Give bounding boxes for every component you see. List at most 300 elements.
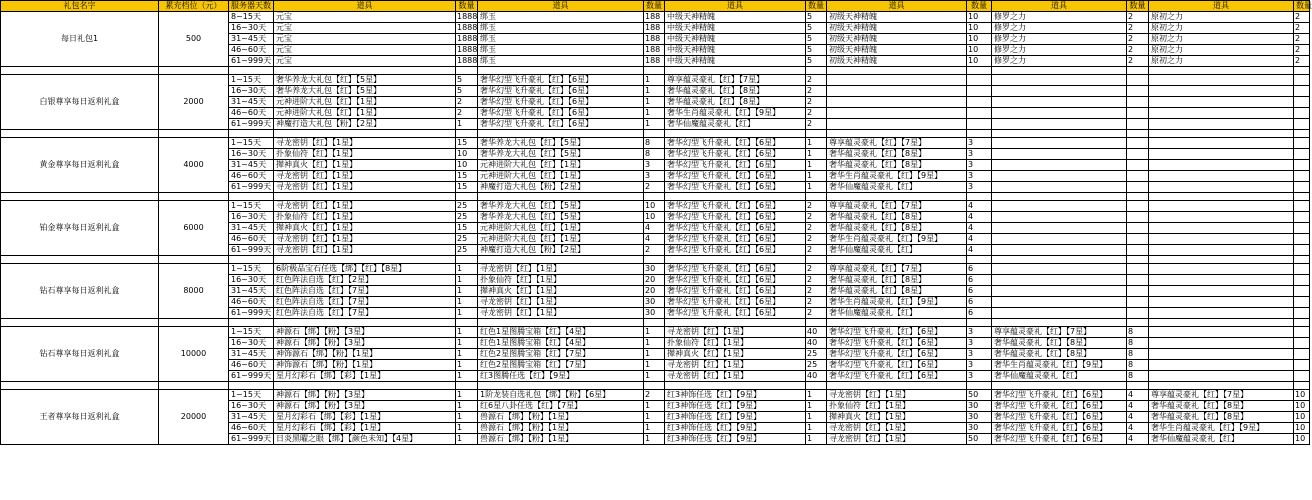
empty-cell[interactable] bbox=[967, 193, 992, 201]
item-cell[interactable]: 兽源石【绑】【粉】【1星】 bbox=[478, 412, 644, 423]
item-cell[interactable] bbox=[1149, 275, 1294, 286]
item-cell[interactable] bbox=[827, 108, 967, 119]
quantity-cell[interactable] bbox=[967, 97, 992, 108]
quantity-cell[interactable]: 15 bbox=[456, 182, 478, 193]
item-cell[interactable]: 神饰源石【绑】【粉】【1星】 bbox=[274, 349, 456, 360]
item-cell[interactable]: 神源石【绑】【粉】【3星】 bbox=[274, 338, 456, 349]
item-cell[interactable]: 奢华幻型飞升豪礼【红】【6星】 bbox=[665, 212, 806, 223]
item-cell[interactable]: 奢华养龙大礼包【红】【5星】 bbox=[478, 212, 644, 223]
quantity-cell[interactable] bbox=[967, 108, 992, 119]
item-cell[interactable] bbox=[1149, 245, 1294, 256]
item-cell[interactable]: 奢华蕴灵豪礼【红】【8星】 bbox=[665, 86, 806, 97]
empty-cell[interactable] bbox=[967, 256, 992, 264]
item-cell[interactable]: 尊享蕴灵豪礼【红】【7星】 bbox=[665, 75, 806, 86]
quantity-cell[interactable]: 10 bbox=[1294, 401, 1310, 412]
item-cell[interactable] bbox=[1149, 223, 1294, 234]
empty-cell[interactable] bbox=[665, 382, 806, 390]
empty-cell[interactable] bbox=[992, 382, 1127, 390]
quantity-cell[interactable]: 50 bbox=[967, 390, 992, 401]
quantity-cell[interactable]: 15 bbox=[456, 138, 478, 149]
item-cell[interactable]: 尊享蕴灵豪礼【红】【7星】 bbox=[1149, 390, 1294, 401]
quantity-cell[interactable] bbox=[1127, 182, 1149, 193]
item-cell[interactable]: 红色2星图腾宝箱【红】【7星】 bbox=[478, 349, 644, 360]
item-cell[interactable]: 元宝 bbox=[274, 23, 456, 34]
empty-cell[interactable] bbox=[159, 256, 229, 264]
item-cell[interactable] bbox=[1149, 149, 1294, 160]
server-days-cell[interactable]: 46~60天 bbox=[229, 45, 274, 56]
item-cell[interactable]: 奢华幻型飞升豪礼【红】【6星】 bbox=[665, 245, 806, 256]
item-cell[interactable]: 奢华仙魔蕴灵豪礼【红】 bbox=[992, 371, 1127, 382]
quantity-cell[interactable]: 1 bbox=[456, 371, 478, 382]
item-cell[interactable]: 原初之力 bbox=[1149, 45, 1294, 56]
item-cell[interactable]: 奢华幻型飞升豪礼【红】【6星】 bbox=[665, 182, 806, 193]
item-cell[interactable]: 奢华幻型飞升豪礼【红】【6星】 bbox=[665, 297, 806, 308]
item-cell[interactable]: 红6星八卦任选【红】【7星】 bbox=[478, 401, 644, 412]
item-cell[interactable]: 奢华幻型飞升豪礼【红】【6星】 bbox=[827, 338, 967, 349]
quantity-cell[interactable] bbox=[1294, 75, 1310, 86]
quantity-cell[interactable] bbox=[1294, 338, 1310, 349]
quantity-cell[interactable]: 5 bbox=[806, 56, 827, 67]
item-cell[interactable] bbox=[1149, 327, 1294, 338]
empty-cell[interactable] bbox=[229, 193, 274, 201]
item-cell[interactable]: 撵神真火【红】【1星】 bbox=[478, 286, 644, 297]
quantity-cell[interactable]: 4 bbox=[1127, 412, 1149, 423]
quantity-cell[interactable] bbox=[1294, 201, 1310, 212]
item-cell[interactable]: 红色阵法自选【红】【7星】 bbox=[274, 286, 456, 297]
item-cell[interactable]: 星月幻彩石【绑】【彩】【1星】 bbox=[274, 423, 456, 434]
quantity-cell[interactable]: 1 bbox=[806, 171, 827, 182]
server-days-cell[interactable]: 61~999天 bbox=[229, 371, 274, 382]
item-cell[interactable] bbox=[1149, 212, 1294, 223]
item-cell[interactable]: 绑玉 bbox=[478, 45, 644, 56]
item-cell[interactable] bbox=[1149, 308, 1294, 319]
server-days-cell[interactable]: 61~999天 bbox=[229, 245, 274, 256]
empty-cell[interactable] bbox=[1294, 382, 1310, 390]
item-cell[interactable] bbox=[827, 75, 967, 86]
item-cell[interactable]: 修罗之力 bbox=[992, 34, 1127, 45]
quantity-cell[interactable]: 2 bbox=[806, 286, 827, 297]
quantity-cell[interactable]: 40 bbox=[806, 371, 827, 382]
empty-cell[interactable] bbox=[159, 130, 229, 138]
quantity-cell[interactable]: 2 bbox=[806, 223, 827, 234]
quantity-cell[interactable]: 3 bbox=[967, 160, 992, 171]
item-cell[interactable]: 奢华幻型飞升豪礼【红】【6星】 bbox=[665, 171, 806, 182]
item-cell[interactable]: 初级天神精魄 bbox=[827, 56, 967, 67]
empty-cell[interactable] bbox=[827, 256, 967, 264]
empty-cell[interactable] bbox=[992, 67, 1127, 75]
quantity-cell[interactable]: 2 bbox=[806, 97, 827, 108]
quantity-cell[interactable]: 10 bbox=[967, 56, 992, 67]
quantity-cell[interactable]: 2 bbox=[644, 390, 665, 401]
item-cell[interactable]: 元神进阶大礼包【红】【1星】 bbox=[478, 171, 644, 182]
empty-cell[interactable] bbox=[992, 319, 1127, 327]
empty-cell[interactable] bbox=[1149, 130, 1294, 138]
item-cell[interactable]: 寻龙密钥【红】【1星】 bbox=[827, 434, 967, 445]
quantity-cell[interactable] bbox=[1294, 138, 1310, 149]
item-cell[interactable]: 奢华生肖蕴灵豪礼【红】【9星】 bbox=[992, 360, 1127, 371]
item-cell[interactable] bbox=[992, 138, 1127, 149]
server-days-cell[interactable]: 61~999天 bbox=[229, 119, 274, 130]
empty-cell[interactable] bbox=[665, 67, 806, 75]
empty-cell[interactable] bbox=[827, 382, 967, 390]
empty-cell[interactable] bbox=[159, 319, 229, 327]
recharge-tier-cell[interactable]: 2000 bbox=[159, 75, 229, 130]
quantity-cell[interactable]: 1 bbox=[644, 371, 665, 382]
pack-name-cell[interactable]: 白银尊享每日返利礼盒 bbox=[1, 75, 159, 130]
item-cell[interactable]: 神源石【绑】【粉】【3星】 bbox=[274, 401, 456, 412]
quantity-cell[interactable] bbox=[1294, 327, 1310, 338]
quantity-cell[interactable]: 1 bbox=[456, 360, 478, 371]
column-header[interactable]: 道具 bbox=[1149, 1, 1294, 12]
empty-cell[interactable] bbox=[1, 319, 159, 327]
quantity-cell[interactable]: 8 bbox=[644, 149, 665, 160]
item-cell[interactable]: 初级天神精魄 bbox=[827, 45, 967, 56]
item-cell[interactable]: 奢华幻型飞升豪礼【红】【6星】 bbox=[665, 234, 806, 245]
item-cell[interactable] bbox=[992, 286, 1127, 297]
item-cell[interactable] bbox=[992, 275, 1127, 286]
quantity-cell[interactable]: 10 bbox=[967, 12, 992, 23]
quantity-cell[interactable]: 4 bbox=[967, 223, 992, 234]
empty-cell[interactable] bbox=[1149, 319, 1294, 327]
server-days-cell[interactable]: 46~60天 bbox=[229, 297, 274, 308]
item-cell[interactable]: 原初之力 bbox=[1149, 56, 1294, 67]
empty-cell[interactable] bbox=[1127, 256, 1149, 264]
server-days-cell[interactable]: 1~15天 bbox=[229, 201, 274, 212]
quantity-cell[interactable]: 8 bbox=[644, 138, 665, 149]
column-header[interactable]: 道具 bbox=[992, 1, 1127, 12]
item-cell[interactable]: 修罗之力 bbox=[992, 23, 1127, 34]
server-days-cell[interactable]: 31~45天 bbox=[229, 34, 274, 45]
item-cell[interactable]: 扑象仙符【红】【1星】 bbox=[274, 149, 456, 160]
quantity-cell[interactable]: 1 bbox=[644, 108, 665, 119]
item-cell[interactable]: 元神进阶大礼包【红】【1星】 bbox=[274, 97, 456, 108]
pack-name-cell[interactable]: 钻石尊享每日返利礼盒 bbox=[1, 264, 159, 319]
empty-cell[interactable] bbox=[229, 67, 274, 75]
quantity-cell[interactable] bbox=[1127, 234, 1149, 245]
quantity-cell[interactable]: 2 bbox=[806, 75, 827, 86]
quantity-cell[interactable]: 3 bbox=[967, 349, 992, 360]
item-cell[interactable]: 红色阵法自选【红】【2星】 bbox=[274, 275, 456, 286]
quantity-cell[interactable]: 25 bbox=[456, 245, 478, 256]
item-cell[interactable] bbox=[1149, 371, 1294, 382]
item-cell[interactable] bbox=[1149, 160, 1294, 171]
item-cell[interactable]: 初级天神精魄 bbox=[827, 23, 967, 34]
quantity-cell[interactable] bbox=[1294, 286, 1310, 297]
quantity-cell[interactable] bbox=[1127, 119, 1149, 130]
item-cell[interactable]: 中级天神精魄 bbox=[665, 34, 806, 45]
item-cell[interactable]: 奢华幻型飞升豪礼【红】【6星】 bbox=[665, 275, 806, 286]
item-cell[interactable]: 尊享蕴灵豪礼【红】【7星】 bbox=[827, 138, 967, 149]
item-cell[interactable] bbox=[1149, 201, 1294, 212]
item-cell[interactable]: 奢华蕴灵豪礼【红】【8星】 bbox=[665, 97, 806, 108]
quantity-cell[interactable]: 40 bbox=[806, 327, 827, 338]
item-cell[interactable]: 奢华养龙大礼包【红】【5星】 bbox=[478, 138, 644, 149]
item-cell[interactable]: 撵神真火【红】【1星】 bbox=[274, 223, 456, 234]
quantity-cell[interactable]: 1 bbox=[456, 412, 478, 423]
empty-cell[interactable] bbox=[1, 382, 159, 390]
quantity-cell[interactable]: 1 bbox=[644, 349, 665, 360]
server-days-cell[interactable]: 1~15天 bbox=[229, 138, 274, 149]
empty-cell[interactable] bbox=[1127, 382, 1149, 390]
item-cell[interactable]: 寻龙密钥【红】【1星】 bbox=[274, 201, 456, 212]
item-cell[interactable] bbox=[992, 171, 1127, 182]
quantity-cell[interactable]: 4 bbox=[967, 201, 992, 212]
item-cell[interactable]: 中级天神精魄 bbox=[665, 23, 806, 34]
quantity-cell[interactable]: 1 bbox=[456, 297, 478, 308]
quantity-cell[interactable]: 6 bbox=[967, 286, 992, 297]
quantity-cell[interactable]: 1 bbox=[806, 160, 827, 171]
quantity-cell[interactable]: 10 bbox=[1294, 434, 1310, 445]
item-cell[interactable]: 寻龙密钥【红】【1星】 bbox=[665, 360, 806, 371]
item-cell[interactable]: 寻龙密钥【红】【1星】 bbox=[274, 138, 456, 149]
empty-cell[interactable] bbox=[967, 319, 992, 327]
item-cell[interactable]: 奢华仙魔蕴灵豪礼【红】 bbox=[827, 182, 967, 193]
quantity-cell[interactable]: 188 bbox=[644, 45, 665, 56]
item-cell[interactable]: 奢华生肖蕴灵豪礼【红】【9星】 bbox=[665, 108, 806, 119]
quantity-cell[interactable]: 1 bbox=[644, 401, 665, 412]
quantity-cell[interactable] bbox=[1127, 160, 1149, 171]
item-cell[interactable]: 奢华蕴灵豪礼【红】【8星】 bbox=[827, 223, 967, 234]
quantity-cell[interactable]: 8 bbox=[1127, 349, 1149, 360]
empty-cell[interactable] bbox=[456, 256, 478, 264]
quantity-cell[interactable]: 1 bbox=[456, 401, 478, 412]
recharge-tier-cell[interactable]: 4000 bbox=[159, 138, 229, 193]
quantity-cell[interactable] bbox=[1294, 212, 1310, 223]
quantity-cell[interactable]: 4 bbox=[1127, 390, 1149, 401]
quantity-cell[interactable]: 10 bbox=[967, 23, 992, 34]
quantity-cell[interactable]: 4 bbox=[1127, 401, 1149, 412]
item-cell[interactable]: 寻龙密钥【红】【1星】 bbox=[274, 171, 456, 182]
quantity-cell[interactable]: 2 bbox=[456, 108, 478, 119]
item-cell[interactable] bbox=[1149, 338, 1294, 349]
server-days-cell[interactable]: 16~30天 bbox=[229, 212, 274, 223]
quantity-cell[interactable] bbox=[1127, 297, 1149, 308]
empty-cell[interactable] bbox=[665, 256, 806, 264]
empty-cell[interactable] bbox=[827, 319, 967, 327]
item-cell[interactable]: 尊享蕴灵豪礼【红】【7星】 bbox=[827, 264, 967, 275]
item-cell[interactable]: 奢华蕴灵豪礼【红】【8星】 bbox=[827, 149, 967, 160]
item-cell[interactable]: 奢华幻型飞升豪礼【红】【6星】 bbox=[992, 390, 1127, 401]
quantity-cell[interactable]: 3 bbox=[644, 171, 665, 182]
item-cell[interactable]: 寻龙密钥【红】【1星】 bbox=[665, 371, 806, 382]
quantity-cell[interactable]: 6 bbox=[967, 308, 992, 319]
column-header[interactable]: 累充档位（元） bbox=[159, 1, 229, 12]
empty-cell[interactable] bbox=[1127, 130, 1149, 138]
quantity-cell[interactable]: 1 bbox=[456, 286, 478, 297]
quantity-cell[interactable]: 2 bbox=[644, 182, 665, 193]
item-cell[interactable]: 元神进阶大礼包【红】【1星】 bbox=[478, 223, 644, 234]
column-header[interactable]: 道具 bbox=[478, 1, 644, 12]
quantity-cell[interactable] bbox=[1294, 108, 1310, 119]
quantity-cell[interactable]: 1888 bbox=[457, 12, 478, 21]
item-cell[interactable] bbox=[992, 297, 1127, 308]
item-cell[interactable]: 寻龙密钥【红】【1星】 bbox=[827, 423, 967, 434]
item-cell[interactable]: 绑玉 bbox=[478, 23, 644, 34]
item-cell[interactable] bbox=[1149, 75, 1294, 86]
quantity-cell[interactable] bbox=[1294, 360, 1310, 371]
quantity-cell[interactable]: 1 bbox=[644, 423, 665, 434]
server-days-cell[interactable]: 16~30天 bbox=[229, 86, 274, 97]
item-cell[interactable] bbox=[992, 108, 1127, 119]
empty-cell[interactable] bbox=[806, 193, 827, 201]
empty-cell[interactable] bbox=[274, 130, 456, 138]
item-cell[interactable]: 奢华仙魔蕴灵豪礼【红】 bbox=[665, 119, 806, 130]
quantity-cell[interactable] bbox=[1127, 201, 1149, 212]
empty-cell[interactable] bbox=[478, 319, 644, 327]
item-cell[interactable] bbox=[1149, 97, 1294, 108]
server-days-cell[interactable]: 16~30天 bbox=[229, 149, 274, 160]
item-cell[interactable]: 原初之力 bbox=[1149, 34, 1294, 45]
quantity-cell[interactable] bbox=[1127, 138, 1149, 149]
empty-cell[interactable] bbox=[274, 319, 456, 327]
empty-cell[interactable] bbox=[1149, 256, 1294, 264]
item-cell[interactable] bbox=[992, 264, 1127, 275]
item-cell[interactable]: 奢华幻型飞升豪礼【红】【6星】 bbox=[665, 308, 806, 319]
item-cell[interactable]: 寻龙密钥【红】【1星】 bbox=[478, 308, 644, 319]
quantity-cell[interactable]: 5 bbox=[456, 86, 478, 97]
empty-cell[interactable] bbox=[967, 130, 992, 138]
server-days-cell[interactable]: 31~45天 bbox=[229, 349, 274, 360]
empty-cell[interactable] bbox=[992, 256, 1127, 264]
item-cell[interactable]: 寻龙密钥【红】【1星】 bbox=[274, 182, 456, 193]
server-days-cell[interactable]: 1~15天 bbox=[229, 264, 274, 275]
quantity-cell[interactable]: 25 bbox=[806, 349, 827, 360]
empty-cell[interactable] bbox=[159, 67, 229, 75]
item-cell[interactable]: 红色阵法自选【红】【7星】 bbox=[274, 297, 456, 308]
quantity-cell[interactable] bbox=[1127, 75, 1149, 86]
quantity-cell[interactable]: 30 bbox=[967, 401, 992, 412]
item-cell[interactable]: 奢华蕴灵豪礼【红】【8星】 bbox=[992, 338, 1127, 349]
quantity-cell[interactable]: 2 bbox=[644, 245, 665, 256]
item-cell[interactable]: 神魔打造大礼包【粉】【2星】 bbox=[478, 245, 644, 256]
empty-cell[interactable] bbox=[274, 382, 456, 390]
quantity-cell[interactable] bbox=[967, 119, 992, 130]
empty-cell[interactable] bbox=[827, 67, 967, 75]
column-header[interactable]: 数量 bbox=[967, 1, 992, 12]
quantity-cell[interactable]: 1 bbox=[644, 327, 665, 338]
server-days-cell[interactable]: 31~45天 bbox=[229, 160, 274, 171]
empty-cell[interactable] bbox=[665, 130, 806, 138]
item-cell[interactable]: 奢华养龙大礼包【红】【5星】 bbox=[274, 86, 456, 97]
server-days-cell[interactable]: 46~60天 bbox=[229, 360, 274, 371]
item-cell[interactable] bbox=[992, 182, 1127, 193]
item-cell[interactable]: 原初之力 bbox=[1149, 12, 1294, 23]
item-cell[interactable]: 星月幻彩石【绑】【彩】【1星】 bbox=[274, 371, 456, 382]
item-cell[interactable]: 星月幻彩石【绑】【彩】【1星】 bbox=[274, 412, 456, 423]
item-cell[interactable]: 奢华幻型飞升豪礼【红】【6星】 bbox=[665, 264, 806, 275]
quantity-cell[interactable] bbox=[1294, 371, 1310, 382]
quantity-cell[interactable]: 2 bbox=[806, 275, 827, 286]
item-cell[interactable]: 元神进阶大礼包【红】【1星】 bbox=[478, 160, 644, 171]
quantity-cell[interactable] bbox=[1127, 108, 1149, 119]
item-cell[interactable]: 奢华蕴灵豪礼【红】【8星】 bbox=[992, 349, 1127, 360]
quantity-cell[interactable]: 30 bbox=[644, 297, 665, 308]
column-header[interactable]: 数量 bbox=[1127, 1, 1149, 12]
quantity-cell[interactable]: 1 bbox=[644, 119, 665, 130]
item-cell[interactable]: 奢华幻型飞升豪礼【红】【6星】 bbox=[665, 160, 806, 171]
item-cell[interactable]: 元神进阶大礼包【红】【1星】 bbox=[478, 234, 644, 245]
quantity-cell[interactable]: 3 bbox=[967, 149, 992, 160]
item-cell[interactable]: 奢华幻型飞升豪礼【红】【6星】 bbox=[665, 223, 806, 234]
item-cell[interactable] bbox=[992, 149, 1127, 160]
quantity-cell[interactable] bbox=[1294, 349, 1310, 360]
quantity-cell[interactable] bbox=[1127, 308, 1149, 319]
item-cell[interactable]: 修罗之力 bbox=[992, 56, 1127, 67]
quantity-cell[interactable]: 1888 bbox=[457, 45, 478, 54]
quantity-cell[interactable]: 1 bbox=[806, 182, 827, 193]
empty-cell[interactable] bbox=[806, 67, 827, 75]
item-cell[interactable]: 日炎黑曜之眼【绑】【颜色未知】【4星】 bbox=[274, 434, 456, 445]
quantity-cell[interactable] bbox=[1294, 119, 1310, 130]
server-days-cell[interactable]: 31~45天 bbox=[229, 97, 274, 108]
item-cell[interactable]: 寻龙密钥【红】【1星】 bbox=[478, 264, 644, 275]
quantity-cell[interactable] bbox=[967, 86, 992, 97]
quantity-cell[interactable]: 2 bbox=[806, 119, 827, 130]
quantity-cell[interactable] bbox=[967, 75, 992, 86]
quantity-cell[interactable]: 2 bbox=[456, 97, 478, 108]
quantity-cell[interactable]: 6 bbox=[967, 275, 992, 286]
quantity-cell[interactable]: 40 bbox=[806, 338, 827, 349]
quantity-cell[interactable]: 3 bbox=[967, 327, 992, 338]
quantity-cell[interactable]: 25 bbox=[456, 212, 478, 223]
quantity-cell[interactable]: 1 bbox=[806, 390, 827, 401]
item-cell[interactable] bbox=[1149, 349, 1294, 360]
item-cell[interactable] bbox=[1149, 297, 1294, 308]
empty-cell[interactable] bbox=[644, 193, 665, 201]
item-cell[interactable]: 红色1星图腾宝箱【红】【4星】 bbox=[478, 327, 644, 338]
item-cell[interactable]: 奢华养龙大礼包【红】【5星】 bbox=[274, 75, 456, 86]
item-cell[interactable]: 红色2星图腾宝箱【红】【7星】 bbox=[478, 360, 644, 371]
item-cell[interactable]: 红3神饰任选【红】【9星】 bbox=[665, 401, 806, 412]
quantity-cell[interactable] bbox=[1294, 149, 1310, 160]
item-cell[interactable]: 奢华幻型飞升豪礼【红】【6星】 bbox=[478, 97, 644, 108]
quantity-cell[interactable]: 5 bbox=[806, 45, 827, 56]
quantity-cell[interactable]: 2 bbox=[806, 212, 827, 223]
empty-cell[interactable] bbox=[967, 382, 992, 390]
item-cell[interactable]: 元神进阶大礼包【红】【1星】 bbox=[274, 108, 456, 119]
item-cell[interactable]: 原初之力 bbox=[1149, 23, 1294, 34]
quantity-cell[interactable]: 1 bbox=[806, 401, 827, 412]
quantity-cell[interactable] bbox=[1294, 182, 1310, 193]
quantity-cell[interactable]: 1 bbox=[456, 349, 478, 360]
empty-cell[interactable] bbox=[644, 67, 665, 75]
quantity-cell[interactable]: 10 bbox=[644, 201, 665, 212]
item-cell[interactable]: 红3神饰任选【红】【9星】 bbox=[665, 412, 806, 423]
empty-cell[interactable] bbox=[967, 67, 992, 75]
pack-name-cell[interactable]: 每日礼包1 bbox=[1, 12, 159, 67]
item-cell[interactable] bbox=[1149, 108, 1294, 119]
column-header[interactable]: 数量 bbox=[1294, 1, 1310, 12]
item-cell[interactable] bbox=[1149, 86, 1294, 97]
quantity-cell[interactable]: 10 bbox=[967, 45, 992, 56]
quantity-cell[interactable]: 1888 bbox=[457, 23, 478, 32]
item-cell[interactable]: 撵神真火【红】【1星】 bbox=[665, 349, 806, 360]
empty-cell[interactable] bbox=[1294, 193, 1310, 201]
item-cell[interactable] bbox=[992, 308, 1127, 319]
item-cell[interactable] bbox=[827, 97, 967, 108]
quantity-cell[interactable]: 3 bbox=[644, 160, 665, 171]
quantity-cell[interactable]: 1 bbox=[456, 338, 478, 349]
server-days-cell[interactable]: 16~30天 bbox=[229, 275, 274, 286]
item-cell[interactable]: 寻龙密钥【红】【1星】 bbox=[478, 297, 644, 308]
item-cell[interactable]: 奢华幻型飞升豪礼【红】【6星】 bbox=[992, 401, 1127, 412]
quantity-cell[interactable]: 2 bbox=[806, 245, 827, 256]
quantity-cell[interactable]: 20 bbox=[644, 286, 665, 297]
item-cell[interactable]: 1阶龙装自选礼包【绑】【粉】【6星】 bbox=[478, 390, 644, 401]
empty-cell[interactable] bbox=[1127, 67, 1149, 75]
quantity-cell[interactable]: 8 bbox=[1127, 338, 1149, 349]
item-cell[interactable]: 兽源石【绑】【粉】【1星】 bbox=[478, 434, 644, 445]
